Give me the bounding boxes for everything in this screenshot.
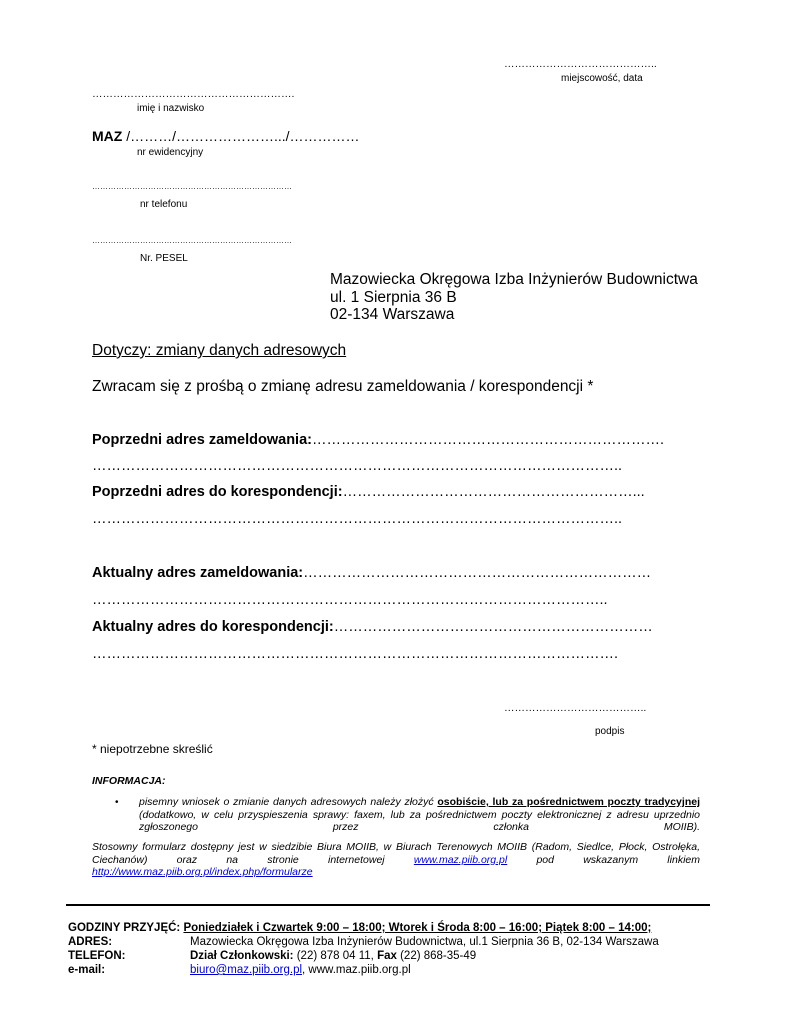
prev-registration-dots: ………………………………………………………………. <box>311 432 665 448</box>
pesel-caption: Nr. PESEL <box>140 253 188 264</box>
reg-caption: nr ewidencyjny <box>137 147 204 158</box>
recipient-line-3: 02-134 Warszawa <box>330 306 455 323</box>
prev-correspondence-line-2[interactable]: ……………………………………………………………………………………………….. <box>92 511 623 527</box>
email-link[interactable]: biuro@maz.piib.org.pl <box>190 964 303 976</box>
phone-label: TELEFON: <box>68 950 126 962</box>
footer-divider <box>66 904 710 906</box>
prev-correspondence-dots: ……………………………………………………... <box>342 484 645 500</box>
phone-number: (22) 878 04 11, <box>293 950 378 962</box>
footer-hours <box>68 922 651 936</box>
request-line: Zwracam się z prośbą o zmianę adresu zameldowania / korespondencji * <box>92 378 594 395</box>
info-paragraph <box>92 841 700 879</box>
name-caption: imię i nazwisko <box>137 103 205 114</box>
footer-address-value: Mazowiecka Okręgowa Izba Inżynierów Budownictwa, ul.1 Sierpnia 36 B, 02-134 Warszawa <box>190 936 659 948</box>
footer-phone-label <box>68 950 126 964</box>
hours-value: Poniedziałek i Czwartek 9:00 – 18:00; Wtorek i Środa 8:00 – 16:00; Piątek 8:00 – 14:00; <box>183 922 652 934</box>
info-paragraph-text-2: pod wskazanym linkiem <box>507 853 700 866</box>
footer-email-label <box>68 964 105 978</box>
cur-correspondence-line-2[interactable]: ………………………………………………………………………………………………. <box>92 646 619 662</box>
info-bullet <box>139 796 700 834</box>
fax-number: (22) 868-35-49 <box>396 950 477 962</box>
fax-label: Fax <box>377 950 397 962</box>
prev-registration-line-2[interactable]: ……………………………………………………………………………………………….. <box>92 458 623 474</box>
cur-registration-line-2[interactable]: …………………………………………………………………………………………….. <box>92 592 608 608</box>
email-label: e-mail: <box>68 964 106 976</box>
recipient-line-1: Mazowiecka Okręgowa Izba Inżynierów Budownictwa <box>330 271 698 288</box>
info-paragraph-text-1: Stosowny formularz dostępny jest w siedzibie Biura MOIIB, w Biurach Terenowych MOIIB (Radom, Siedlce, Płock, Ostrołęka, Ciechanów) oraz na stronie internetowej <box>92 841 700 866</box>
info-bullet-emphasis: osobiście, lub za pośrednictwem poczty tradycyjnej <box>437 796 700 808</box>
footer-phone-value <box>190 950 476 964</box>
email-rest: , www.maz.piib.org.pl <box>302 964 411 976</box>
signature-dots[interactable]: ………………………………….. <box>504 702 647 714</box>
pesel-dots[interactable]: ………………………………………………………………… <box>92 236 292 245</box>
forms-link[interactable]: http://www.maz.piib.org.pl/index.php/formularze <box>92 866 313 878</box>
cur-correspondence-field[interactable] <box>92 619 653 635</box>
reg-dots: /………/………………….../…………… <box>122 128 360 144</box>
place-date-caption: miejscowość, data <box>561 73 643 84</box>
cur-registration-dots: ……………………………………………………………… <box>303 565 652 581</box>
prev-correspondence-field[interactable] <box>92 484 645 500</box>
phone-caption: nr telefonu <box>140 199 188 210</box>
reg-prefix: MAZ <box>92 128 123 144</box>
prev-registration-label: Poprzedni adres zameldowania: <box>92 432 312 448</box>
cur-registration-label: Aktualny adres zameldowania: <box>92 565 304 581</box>
cur-registration-field[interactable] <box>92 565 651 581</box>
cur-correspondence-label: Aktualny adres do korespondencji: <box>92 619 334 635</box>
bullet-icon: • <box>115 797 119 808</box>
cur-correspondence-dots: ………………………………………………………… <box>333 619 653 635</box>
info-title: INFORMACJA: <box>92 775 166 787</box>
phone-dept: Dział Członkowski: <box>190 950 294 962</box>
subject-line: Dotyczy: zmiany danych adresowych <box>92 342 347 359</box>
footnote: * niepotrzebne skreślić <box>92 742 213 756</box>
info-bullet-text-2: (dodatkowo, w celu przyspieszenia sprawy: faxem, lub za pośrednictwem poczty elektronicznej z adresu uprzednio zgłoszonego przez członka MOIIB). <box>139 808 700 833</box>
prev-registration-field[interactable] <box>92 432 664 448</box>
hours-label: GODZINY PRZYJĘĆ: <box>68 922 181 934</box>
signature-caption: podpis <box>595 726 625 737</box>
phone-dots[interactable]: ………………………………………………………………… <box>92 182 292 191</box>
place-date-dots[interactable]: …………………………………….. <box>504 58 657 70</box>
website-link[interactable]: www.maz.piib.org.pl <box>413 853 508 866</box>
footer-address-label <box>68 936 112 950</box>
recipient-block <box>330 271 698 324</box>
footer-email-value <box>190 964 411 978</box>
recipient-line-2: ul. 1 Sierpnia 36 B <box>330 288 457 306</box>
registration-number-field[interactable] <box>92 128 360 144</box>
prev-correspondence-label: Poprzedni adres do korespondencji: <box>92 484 343 500</box>
info-bullet-text-1: pisemny wniosek o zmianie danych adresowych należy złożyć <box>139 796 438 808</box>
name-dots[interactable]: …………………………………………………. <box>92 88 295 100</box>
address-label: ADRES: <box>68 936 113 948</box>
